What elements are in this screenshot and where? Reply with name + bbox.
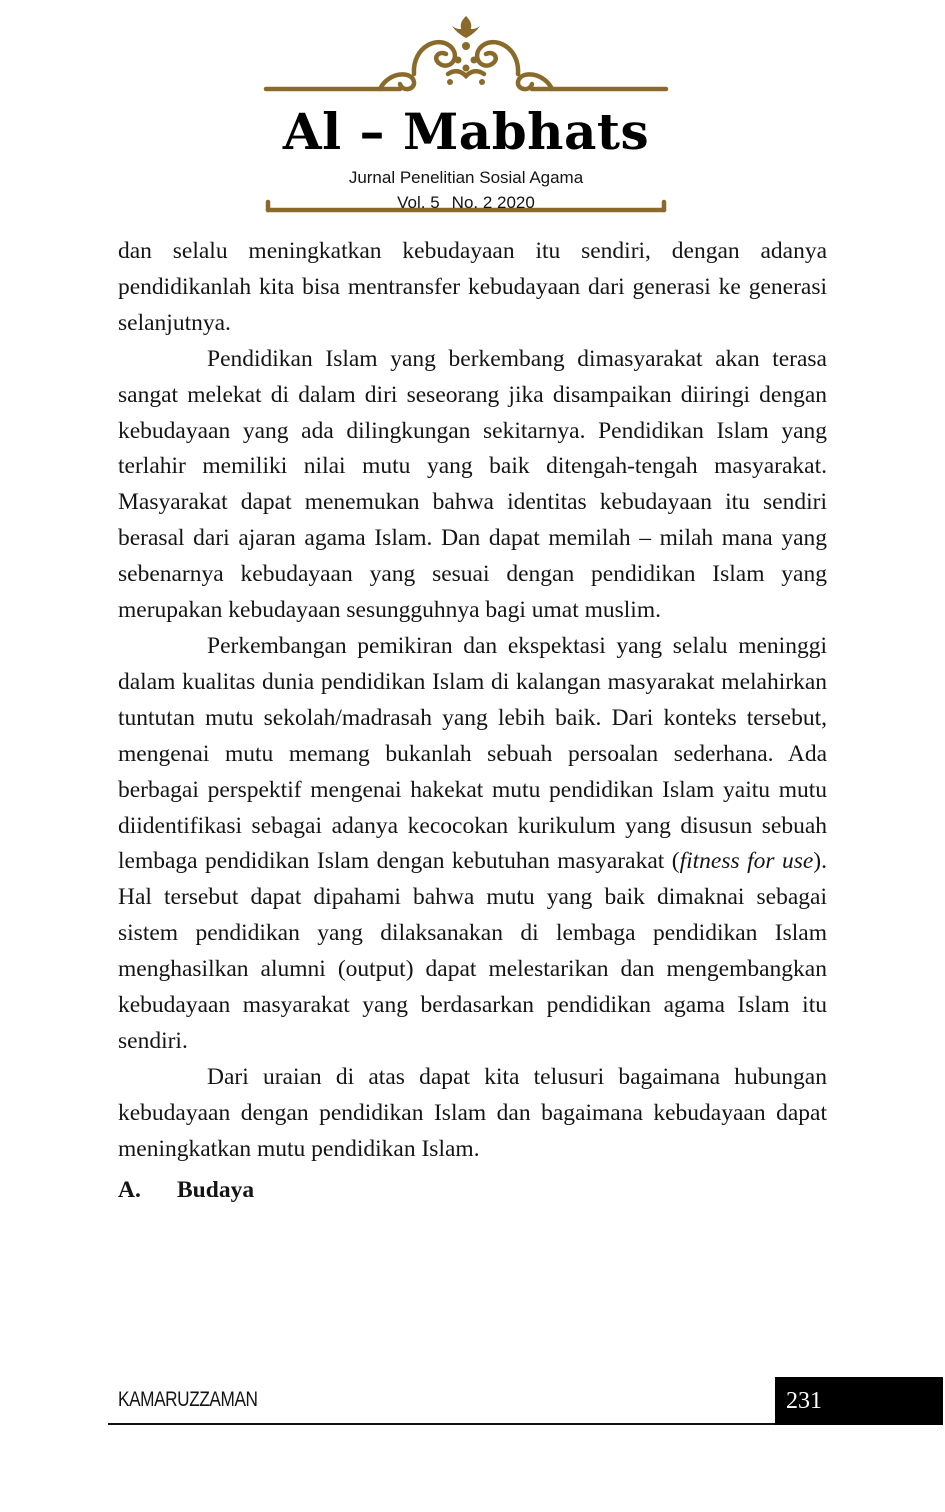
paragraph-3-text-a: Perkembangan pemikiran dan ekspektasi yang selalu meninggi dalam kualitas dunia pendidikan Islam di kalangan masyarakat melahirkan tuntutan mutu sekolah/madrasah yang lebih baik. Dari konteks tersebut, mengenai mutu memang bukanlah sebuah persoalan sederhana. Ada berbagai perspektif mengenai hakekat mutu pendidikan Islam yaitu mutu diidentifikasi sebagai adanya kecocokan kurikulum yang disusun sebuah lembaga pendidikan Islam dengan kebutuhan masyarakat ( [118, 632, 827, 875]
header-ornament-icon [262, 12, 670, 102]
footer-rule [108, 1423, 775, 1425]
paragraph-3 [118, 629, 827, 1060]
journal-header [262, 12, 670, 214]
paragraph-3-text-b: ). Hal tersebut dapat dipahami bahwa mutu yang baik dimaknai sebagai sistem pendidikan yang dilaksanakan di lembaga pendidikan Islam menghasilkan alumni (output) dapat melestarikan dan mengembangkan kebudayaan masyarakat yang berdasarkan pendidikan agama Islam itu sendiri. [118, 848, 827, 1054]
volume-label: Vol. 5 [397, 193, 440, 212]
page-number-box [775, 1377, 943, 1425]
footer-author: KAMARUZZAMAN [118, 1388, 258, 1411]
article-body [118, 234, 827, 1208]
paragraph-1: dan selalu meningkatkan kebudayaan itu sendiri, dengan adanya pendidikanlah kita bisa mentransfer kebudayaan dari generasi ke generasi selanjutnya. [118, 238, 827, 336]
paragraph-3-italic: fitness for use [679, 848, 814, 875]
section-title: Budaya [177, 1176, 255, 1203]
paragraph-2: Pendidikan Islam yang berkembang dimasyarakat akan terasa sangat melekat di dalam diri seseorang jika disampaikan diiringi dengan kebudayaan yang ada dilingkungan sekitarnya. Pendidikan Islam yang terlahir memiliki nilai mutu yang baik ditengah-tengah masyarakat. Masyarakat dapat menemukan bahwa identitas kebudayaan itu sendiri berasal dari ajaran agama Islam. Dan dapat memilah – milah mana yang sebenarnya kebudayaan yang sesuai dengan pendidikan Islam yang merupakan kebudayaan sesungguhnya bagi umat muslim. [118, 345, 827, 624]
section-number: A. [118, 1176, 141, 1203]
page-number: 231 [786, 1388, 822, 1414]
journal-subtitle: Jurnal Penelitian Sosial Agama [348, 168, 584, 187]
journal-volume [262, 193, 670, 213]
journal-title: Al – Mabhats [282, 102, 650, 161]
issue-label: No. 2 2020 [451, 193, 535, 212]
paragraph-4: Dari uraian di atas dapat kita telusuri bagaimana hubungan kebudayaan dengan pendidikan Islam dan bagaimana kebudayaan dapat meningkatkan mutu pendidikan Islam. [118, 1063, 827, 1162]
section-heading [118, 1172, 827, 1208]
